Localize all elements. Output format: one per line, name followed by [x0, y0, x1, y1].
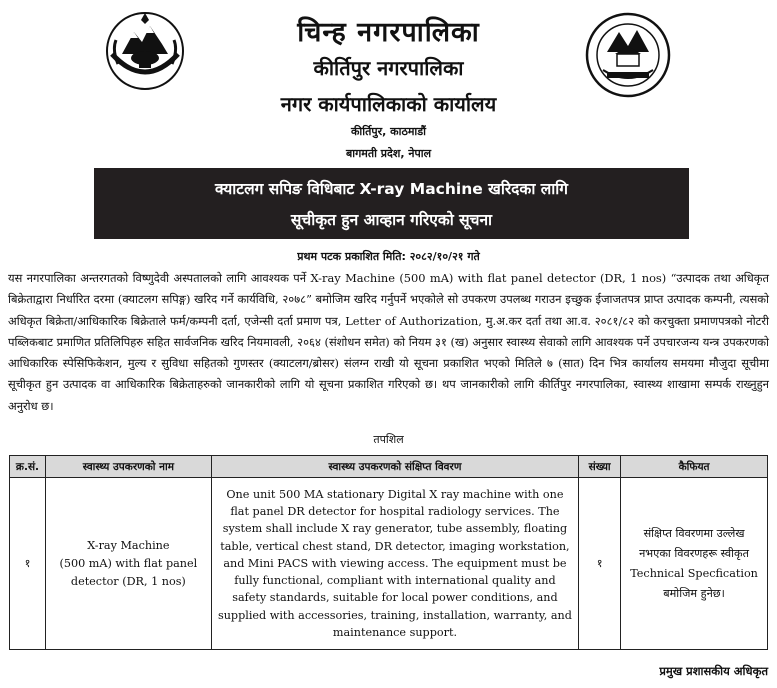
table-header-row: [10, 456, 768, 478]
remark-line-3: Technical Specfication: [630, 566, 758, 580]
cell-equipment-name: [45, 478, 211, 650]
column-header-remark: कैफियत: [621, 456, 768, 478]
equipment-name-line-3: detector (DR, 1 nos): [70, 574, 186, 588]
notice-title-line-2: सूचीकृत हुन आव्हान गरिएको सूचना: [290, 211, 493, 229]
column-header-description: स्वास्थ्य उपकरणको संक्षिप्त विवरण: [211, 456, 578, 478]
column-header-quantity: संख्या: [579, 456, 621, 478]
cell-remark: [621, 478, 768, 650]
cell-description: One unit 500 MA stationary Digital X ray machine with one flat panel DR detector for hospital radiology services. The system shall include X ray generator, tube assembly, floating table, vertical chest stand, DR detector, imaging workstation, and Mini PACS with viewing access. The equipment must be fully functional, compliant with international quality and safety standards, suitable for local power conditions, and supplied with accessories, training, installation, warranty, and maintenance support.: [211, 478, 578, 650]
equipment-table: [9, 455, 768, 650]
address-line-1: कीर्तिपुर, काठमाडौं: [350, 125, 427, 138]
header-title-stylized: चिन्ह नगरपालिका: [297, 17, 480, 48]
published-date: प्रथम पटक प्रकाशित मिति: २०८२/१०/२१ गते: [297, 250, 480, 263]
table-row: [10, 478, 768, 650]
notice-body-paragraph: यस नगरपालिका अन्तरगतको विष्णुदेवी अस्पतालको लागि आवश्यक पर्ने X-ray Machine (500 mA) with flat panel detector (DR, 1 nos) “उत्पादक तथा अधिकृत बिक्रेताद्वारा निर्धारित दरमा (क्याटलग सपिङ्ग) खरिद गर्ने कार्यविधि, २०७८” बमोजिम खरिद गर्नुपर्ने भएकोले सो उपकरण उपलब्ध गराउन इच्छुक ईजाजतपत्र प्राप्त उत्पादक कम्पनी, त्यसको अधिकृत बिक्रेता/आधिकारिक बिक्रेताले फर्म/कम्पनी दर्ता, एजेन्सी दर्ता प्रमाण पत्र, Letter of Authorization, मु.अ.कर दर्ता तथा आ.व. २०८१/८२ को करचुक्ता प्रमाणपत्रको नोटरी पब्लिकबाट प्रमाणित प्रतिलिपिहरु सहित सार्वजनिक खरिद नियमावली, २०६४ (संशोधन समेत) को नियम ३१ (ख) अनुसार स्वास्थ्य सेवाको लागि आवश्यक पर्ने उपचारजन्य यन्त्र उपकरणको आधिकारिक स्पेसिफिकेशन, मुल्य र सुविधा सहितको गुणस्तर (क्याटलग/ब्रोसर) संलग्न राखी यो सूचना प्रकाशित भएको मितिले ७ (सात) दिन भित्र कार्यालय समयमा मौजुदा सूचीमा सूचीकृत हुन उत्पादक वा आधिकारिक बिक्रेताहरुको जानकारीको लागि यो सूचना प्रकाशित गरिएको छ। थप जानकारीको लागि कीर्तिपुर नगरपालिका, स्वास्थ्य शाखामा सम्पर्क राख्नुहुन अनुरोध छ।: [8, 271, 769, 413]
equipment-name-line-1: X-ray Machine: [87, 538, 170, 552]
signature-title: प्रमुख प्रशासकीय अधिकृत: [659, 664, 768, 678]
notice-title-line-1: क्याटलग सपिङ विधिबाट X-ray Machine खरिदका लागि: [214, 180, 568, 198]
remark-line-1: संक्षिप्त विवरणमा उल्लेख: [643, 526, 745, 540]
details-heading: तपशिल: [373, 433, 404, 446]
remark-line-4: बमोजिम हुनेछ।: [663, 586, 725, 600]
municipality-name: कीर्तिपुर नगरपालिका: [313, 56, 464, 80]
column-header-name: स्वास्थ्य उपकरणको नाम: [45, 456, 211, 478]
cell-quantity: १: [579, 478, 621, 650]
address-line-2: बागमती प्रदेश, नेपाल: [345, 147, 432, 160]
cell-sn: १: [10, 478, 46, 650]
office-name: नगर कार्यपालिकाको कार्यालय: [280, 92, 497, 116]
equipment-name-line-2: (500 mA) with flat panel: [59, 556, 198, 570]
remark-line-2: नभएका विवरणहरू स्वीकृत: [639, 546, 750, 560]
notice-title-banner: [94, 168, 689, 239]
column-header-sn: क्र.सं.: [10, 456, 46, 478]
